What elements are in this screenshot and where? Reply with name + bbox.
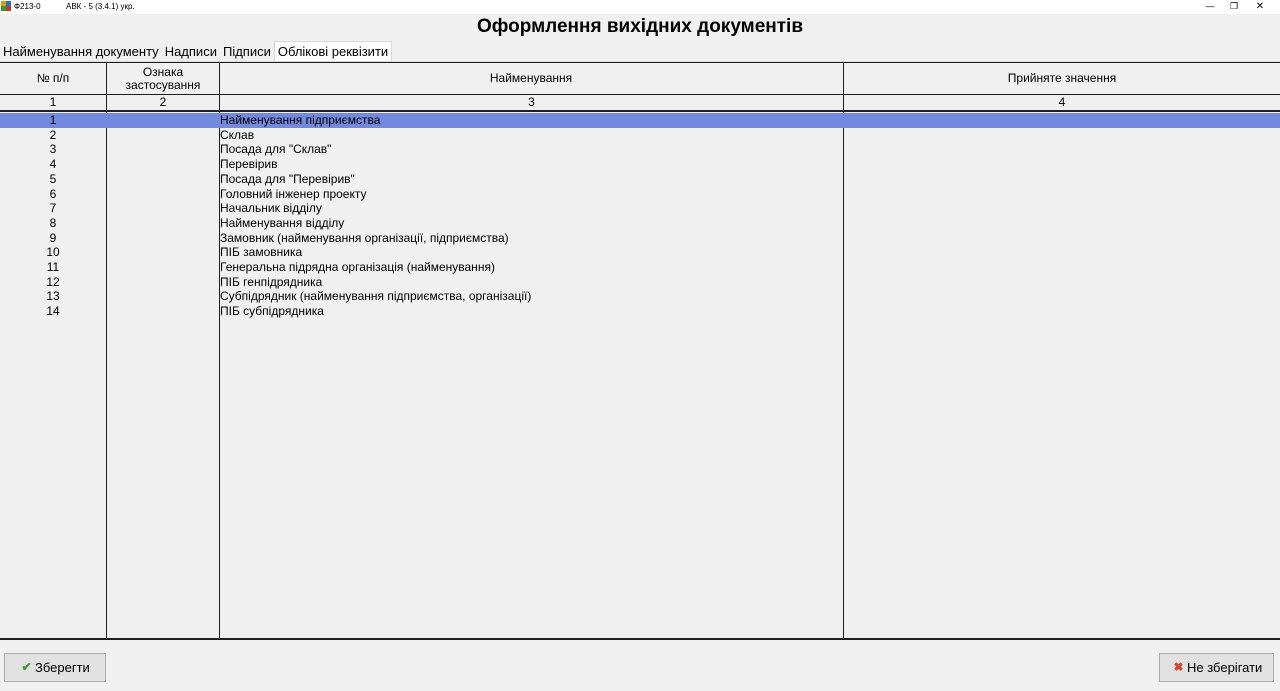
row-name-cell: Начальник відділу	[220, 201, 322, 216]
details-table[interactable]	[0, 62, 1280, 640]
title-bar	[0, 0, 1280, 14]
check-icon: ✔	[21, 660, 32, 674]
table-row[interactable]	[0, 304, 1280, 319]
column-number-label: 4	[1058, 95, 1066, 109]
column-header-number[interactable]: № п/п	[36, 71, 70, 85]
row-number-cell: 2	[49, 127, 57, 142]
cross-icon: ✖	[1173, 660, 1184, 674]
table-row[interactable]	[0, 157, 1280, 172]
table-row[interactable]	[0, 260, 1280, 275]
row-number-cell: 6	[49, 186, 57, 201]
column-number-label: 1	[49, 95, 57, 109]
table-row[interactable]	[0, 142, 1280, 157]
row-number-cell: 4	[49, 157, 57, 172]
row-number-cell: 13	[46, 289, 60, 304]
save-button[interactable]	[4, 653, 106, 682]
row-name-cell: Найменування підприємства	[220, 113, 381, 127]
row-name-cell: Посада для "Перевірив"	[220, 171, 355, 186]
row-name-cell: Посада для "Склав"	[220, 142, 332, 157]
row-name-cell: ПІБ субпідрядника	[220, 304, 324, 319]
dont-save-button-label: Не зберігати	[1187, 660, 1263, 675]
page-title: Оформлення вихідних документів	[477, 16, 803, 37]
column-header-usage-flag[interactable]: Ознака застосування	[125, 64, 201, 92]
table-row[interactable]	[0, 172, 1280, 187]
row-name-cell: Найменування відділу	[220, 215, 345, 230]
row-number-cell: 8	[49, 215, 57, 230]
form-code: Ф213-0	[14, 2, 41, 11]
row-number-cell: 12	[46, 274, 60, 289]
row-number-cell: 14	[46, 304, 60, 319]
table-row[interactable]	[0, 245, 1280, 260]
table-row[interactable]	[0, 113, 1280, 128]
column-header-name[interactable]: Найменування	[489, 71, 573, 85]
row-name-cell: Генеральна підрядна організація (найменування)	[220, 260, 495, 274]
row-number-cell: 3	[49, 142, 57, 157]
row-number-cell: 11	[46, 260, 60, 274]
row-name-cell: Перевірив	[220, 157, 278, 172]
column-header-accepted-value[interactable]: Прийняте значення	[1007, 71, 1117, 85]
row-name-cell: Субпідрядник (найменування підприємства, організації)	[220, 289, 532, 304]
row-number-cell: 7	[49, 201, 57, 216]
minimize-button[interactable]: —	[1205, 1, 1215, 11]
app-logo-icon	[1, 1, 11, 11]
row-number-cell: 9	[49, 230, 57, 245]
row-name-cell: Головний інженер проекту	[220, 186, 367, 201]
row-name-cell: Замовник (найменування організації, підприємства)	[220, 230, 509, 245]
table-row[interactable]	[0, 289, 1280, 304]
tab-inscriptions[interactable]: Надписи	[164, 44, 217, 59]
tab-signatures[interactable]: Підписи	[222, 44, 271, 59]
dont-save-button[interactable]	[1159, 653, 1274, 682]
save-button-label: Зберегти	[35, 660, 90, 675]
table-row[interactable]	[0, 275, 1280, 290]
tab-document-name[interactable]: Найменування документу	[3, 44, 159, 59]
tab-bar	[0, 42, 392, 61]
row-number-cell: 5	[49, 171, 57, 186]
close-button[interactable]: ✕	[1255, 1, 1265, 12]
column-number-label: 3	[528, 95, 535, 109]
table-row[interactable]	[0, 216, 1280, 231]
table-row[interactable]	[0, 201, 1280, 216]
table-row[interactable]	[0, 187, 1280, 202]
row-name-cell: ПІБ замовника	[220, 245, 303, 260]
row-number-cell: 1	[49, 113, 57, 127]
app-title: АВК - 5 (3.4.1) укр.	[66, 2, 135, 11]
header-divider	[0, 110, 1280, 112]
row-number-cell: 10	[46, 245, 60, 260]
maximize-button[interactable]: ❐	[1229, 1, 1239, 11]
tab-accounting-details[interactable]: Облікові реквізити	[274, 41, 392, 61]
row-name-cell: ПІБ генпідрядника	[220, 274, 323, 289]
row-name-cell: Склав	[220, 127, 255, 142]
table-row[interactable]	[0, 231, 1280, 246]
column-number-label: 2	[159, 95, 167, 109]
table-row[interactable]	[0, 128, 1280, 143]
